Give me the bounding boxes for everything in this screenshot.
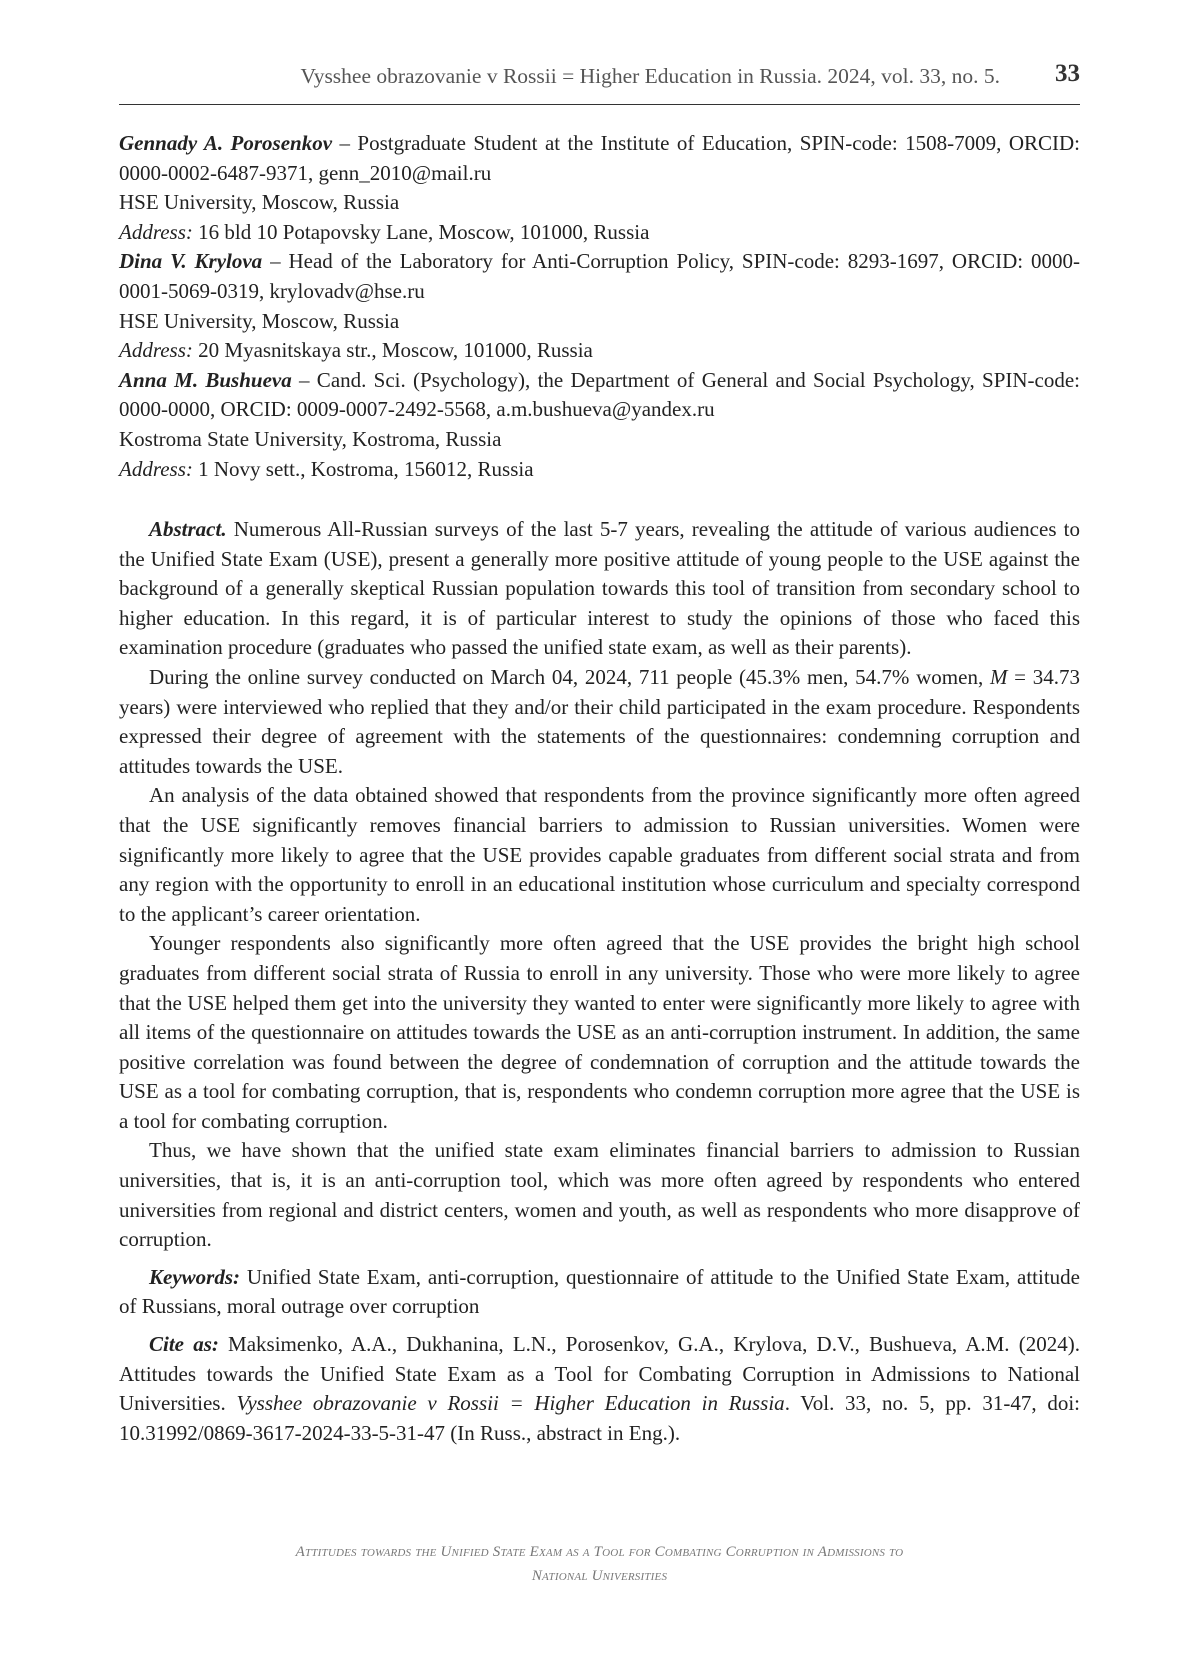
author-affiliation: HSE University, Moscow, Russia	[119, 308, 400, 333]
address-label: Address:	[119, 456, 193, 481]
keywords-label: Keywords:	[149, 1264, 240, 1289]
cite-text: Maksimenko, A.A., Dukhanina, L.N., Porosenkov, G.A., Krylova, D.V., Bushueva, A.M. (2024). Attitudes towards the Unified State Exam as a Tool for Combating Corruption in Admissions to National Universities.	[119, 1332, 1080, 1416]
author-name: Gennady A. Porosenkov	[119, 131, 333, 155]
running-header	[119, 62, 1080, 105]
address-text: 16 bld 10 Potapovsky Lane, Moscow, 101000, Russia	[192, 219, 650, 244]
citation	[119, 1330, 1080, 1448]
mean-symbol: M	[989, 664, 1008, 689]
author-address	[119, 336, 1080, 366]
author-affiliation: Kostroma State University, Kostroma, Russia	[119, 426, 502, 451]
cite-journal: Vysshee obrazovanie v Rossii = Higher Education in Russia	[236, 1391, 785, 1416]
abstract-text: During the online survey conducted on March 04, 2024, 711 people (45.3% men, 54.7% women,	[149, 664, 990, 689]
author-1	[119, 129, 1080, 188]
author-description: – Postgraduate Student at the Institute of Education, SPIN-code: 1508-7009, ORCID: 0000-0002-6487-9371, genn_2010@mail.ru	[119, 131, 1080, 185]
author-name: Anna M. Bushueva	[119, 367, 292, 392]
journal-title: Vysshee obrazovanie v Rossii = Higher Education in Russia. 2024, vol. 33, no. 5.	[300, 64, 1000, 88]
author-3	[119, 366, 1080, 425]
abstract-paragraph-1	[119, 515, 1080, 663]
address-text: 1 Novy sett., Kostroma, 156012, Russia	[192, 456, 534, 481]
author-address	[119, 218, 1080, 248]
page-number: 33	[1055, 60, 1080, 87]
keywords	[119, 1263, 1080, 1322]
author-address	[119, 455, 1080, 485]
footer-line-2: National Universities	[531, 1568, 668, 1584]
abstract-section	[119, 515, 1080, 1448]
address-label: Address:	[119, 338, 193, 363]
author-2	[119, 247, 1080, 306]
author-description: – Head of the Laboratory for Anti-Corruption Policy, SPIN-code: 8293-1697, ORCID: 0000-0001-5069-0319, krylovadv@hse.ru	[119, 249, 1080, 303]
abstract-label: Abstract.	[149, 517, 227, 541]
author-affiliation: HSE University, Moscow, Russia	[119, 190, 400, 215]
running-footer	[119, 1540, 1080, 1588]
author-info	[119, 129, 1080, 484]
address-label: Address:	[119, 219, 193, 244]
author-name: Dina V. Krylova	[119, 249, 263, 274]
abstract-paragraph-4: Younger respondents also significantly more often agreed that the USE provides the bright high school graduates from different social strata of Russia to enroll in any university. Those who were more likely to agree that the USE helped them get into the university they wanted to enter were significantly more likely to agree with all items of the questionnaire on attitudes towards the USE as an anti-corruption instrument. In addition, the same positive correlation was found between the degree of condemnation of corruption and the attitude towards the USE as a tool for combating corruption, that is, respondents who condemn corruption more agree that the USE is a tool for combating corruption.	[119, 931, 1080, 1133]
abstract-text: = 34.73 years) were interviewed who replied that they and/or their child participated in the exam procedure. Respondents expressed their degree of agreement with the statements of the questionnaires: condemning corruption and attitudes towards the USE.	[119, 664, 1081, 778]
cite-text: . Vol. 33, no. 5, pp. 31-47, doi: 10.31992/0869-3617-2024-33-5-31-47 (In Russ., abstract in Eng.).	[119, 1391, 1081, 1445]
keywords-text: Unified State Exam, anti-corruption, questionnaire of attitude to the Unified State Exam, attitude of Russians, moral outrage over corruption	[119, 1264, 1080, 1319]
abstract-paragraph-3: An analysis of the data obtained showed that respondents from the province significantly more often agreed that the USE significantly removes financial barriers to admission to Russian universities. Women were significantly more likely to agree that the USE provides capable graduates from different social strata and from any region with the opportunity to enroll in an educational institution whose curriculum and specialty correspond to the applicant’s career orientation.	[119, 783, 1080, 926]
author-description: – Cand. Sci. (Psychology), the Department of General and Social Psychology, SPIN-code: 0000-0000, ORCID: 0009-0007-2492-5568, a.m.bushueva@yandex.ru	[119, 367, 1081, 422]
abstract-paragraph-2	[119, 663, 1080, 781]
footer-line-1: Attitudes towards the Unified State Exam as a Tool for Combating Corruption in Admissions to	[295, 1544, 904, 1560]
address-text: 20 Myasnitskaya str., Moscow, 101000, Russia	[192, 338, 593, 363]
cite-label: Cite as:	[149, 1332, 219, 1357]
abstract-text: Numerous All-Russian surveys of the last 5-7 years, revealing the attitude of various audiences to the Unified State Exam (USE), present a generally more positive attitude of young people to the USE against the background of a generally skeptical Russian population towards this tool of transition from secondary school to higher education. In this regard, it is of particular interest to study the opinions of those who faced this examination procedure (graduates who passed the unified state exam, as well as their parents).	[119, 517, 1080, 660]
abstract-paragraph-5: Thus, we have shown that the unified state exam eliminates financial barriers to admission to Russian universities, that is, it is an anti-corruption tool, which was more often agreed by respondents who entered universities from regional and district centers, women and youth, as well as respondents who more disapprove of corruption.	[119, 1138, 1080, 1252]
